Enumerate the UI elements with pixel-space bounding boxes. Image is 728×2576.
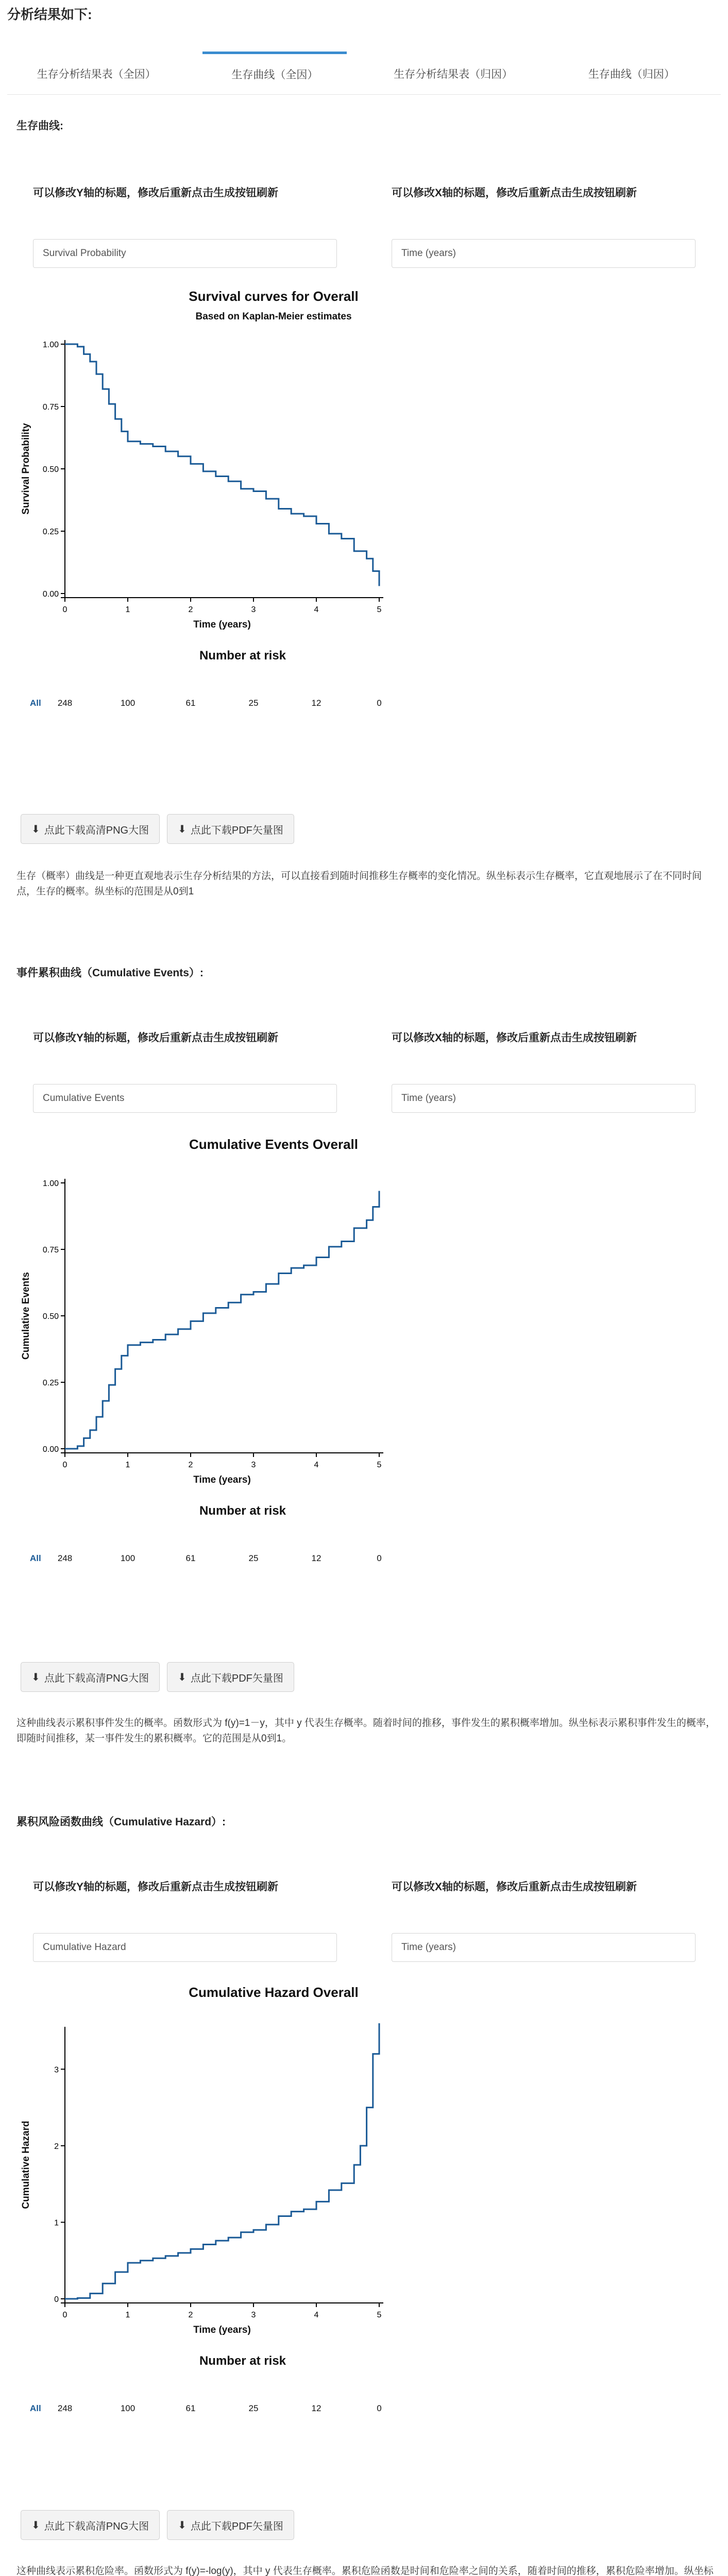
risk-value: 12	[311, 2403, 321, 2413]
events-pdf-button[interactable]	[167, 1662, 294, 1692]
download-icon: ⬇	[31, 1671, 40, 1683]
download-icon: ⬇	[31, 2519, 40, 2531]
risk-table-title: Number at risk	[199, 1504, 286, 1518]
pdf-button-label: 点此下载PDF矢量图	[190, 1672, 283, 1684]
survival-description: 生存（概率）曲线是一种更直观地表示生存分析结果的方法，可以直接看到随时间推移生存概率的变化情况。纵坐标表示生存概率，它直观地展示了在不同时间点，生存的概率。纵坐标的范围是从0到1	[16, 871, 702, 897]
events-chart-svg	[16, 1133, 413, 1613]
hazard-heading: 累积风险函数曲线（Cumulative Hazard）:	[16, 1816, 226, 1828]
risk-value: 100	[120, 2403, 136, 2413]
x-tick-label: 0	[62, 2311, 67, 2319]
survival-download-row	[21, 814, 294, 844]
risk-value: 12	[311, 1553, 321, 1563]
risk-value: 25	[248, 698, 259, 708]
risk-value: 25	[248, 1553, 259, 1563]
y-axis-label: Cumulative Hazard	[21, 2121, 31, 2209]
risk-value: 61	[185, 698, 196, 708]
chart-title: Survival curves for Overall	[189, 289, 359, 304]
download-icon: ⬇	[178, 1671, 187, 1683]
survival-curve-line	[65, 344, 379, 586]
result-tabs	[7, 52, 721, 95]
x-tick-label: 0	[62, 1461, 67, 1469]
y-tick-label: 0	[54, 2295, 59, 2304]
events-download-row	[21, 1662, 294, 1692]
events-png-button[interactable]	[21, 1662, 160, 1692]
survival-curve-line	[65, 1191, 379, 1449]
risk-value: 248	[57, 698, 73, 708]
risk-value: 100	[120, 698, 136, 708]
survival-curve-line	[65, 2023, 379, 2299]
pdf-button-label: 点此下载PDF矢量图	[190, 2520, 283, 2532]
events-xlabel-input[interactable]: Time (years)	[392, 1084, 696, 1113]
y-tick-label: 3	[54, 2065, 59, 2075]
pdf-button-label: 点此下载PDF矢量图	[190, 824, 283, 836]
x-tick-label: 2	[188, 2311, 193, 2319]
hazard-xlabel-input[interactable]: Time (years)	[392, 1933, 696, 1962]
x-tick-label: 1	[125, 1461, 130, 1469]
xlabel-prompt: 可以修改X轴的标题，修改后重新点击生成按钮刷新	[392, 1881, 637, 1893]
y-tick-label: 0.00	[42, 590, 59, 599]
y-tick-label: 0.50	[42, 1312, 59, 1321]
y-tick-label: 0.50	[42, 465, 59, 474]
x-tick-label: 3	[251, 605, 256, 614]
ylabel-prompt: 可以修改Y轴的标题，修改后重新点击生成按钮刷新	[33, 187, 279, 199]
risk-value: 12	[311, 698, 321, 708]
survival-heading: 生存曲线:	[16, 120, 63, 132]
risk-value: 248	[57, 1553, 73, 1563]
x-tick-label: 2	[188, 1461, 193, 1469]
survival-xlabel-input[interactable]: Time (years)	[392, 239, 696, 268]
x-tick-label: 5	[377, 1461, 382, 1469]
tab-survival-curve-all[interactable]: 生存曲线（全因）	[202, 52, 347, 94]
x-tick-label: 4	[314, 605, 319, 614]
x-tick-label: 4	[314, 1461, 319, 1469]
events-heading: 事件累积曲线（Cumulative Events）:	[16, 967, 204, 979]
risk-value: 0	[377, 698, 382, 708]
x-tick-label: 1	[125, 605, 130, 614]
y-tick-label: 2	[54, 2142, 59, 2151]
survival-png-button[interactable]	[21, 814, 160, 844]
download-icon: ⬇	[178, 823, 187, 835]
hazard-xlabel-group	[392, 1879, 696, 1953]
x-tick-label: 0	[62, 605, 67, 614]
survival-chart-svg	[16, 282, 413, 756]
y-tick-label: 1.00	[42, 1179, 59, 1188]
page-title: 分析结果如下:	[7, 7, 92, 22]
risk-value: 61	[185, 1553, 196, 1563]
risk-table-title: Number at risk	[199, 649, 286, 663]
tab-survival-table-all[interactable]: 生存分析结果表（全因）	[37, 69, 156, 80]
download-icon: ⬇	[31, 823, 40, 835]
tab-survival-curve-attributed[interactable]: 生存曲线（归因）	[588, 69, 675, 80]
events-ylabel-group	[33, 1030, 337, 1104]
y-tick-label: 0.25	[42, 528, 59, 536]
risk-value: 248	[57, 2403, 73, 2413]
y-tick-label: 0.00	[42, 1445, 59, 1454]
x-axis-label: Time (years)	[193, 2325, 251, 2335]
risk-strata-label: All	[30, 698, 41, 708]
png-button-label: 点此下载高清PNG大图	[44, 1672, 149, 1684]
tab-survival-table-attributed[interactable]: 生存分析结果表（归因）	[394, 69, 513, 80]
y-tick-label: 0.75	[42, 403, 59, 412]
ylabel-prompt: 可以修改Y轴的标题，修改后重新点击生成按钮刷新	[33, 1032, 279, 1044]
survival-chart	[16, 282, 413, 758]
x-axis-label: Time (years)	[193, 1475, 251, 1485]
ylabel-prompt: 可以修改Y轴的标题，修改后重新点击生成按钮刷新	[33, 1881, 279, 1893]
x-tick-label: 3	[251, 1461, 256, 1469]
hazard-chart	[16, 1981, 413, 2463]
x-axis-label: Time (years)	[193, 619, 251, 630]
y-axis-label: Cumulative Events	[21, 1272, 31, 1360]
events-xlabel-group	[392, 1030, 696, 1104]
hazard-pdf-button[interactable]	[167, 2510, 294, 2540]
hazard-download-row	[21, 2510, 294, 2540]
xlabel-prompt: 可以修改X轴的标题，修改后重新点击生成按钮刷新	[392, 1032, 637, 1044]
survival-ylabel-group	[33, 185, 337, 259]
x-tick-label: 3	[251, 2311, 256, 2319]
events-description: 这种曲线表示累积事件发生的概率。函数形式为 f(y)=1－y，其中 y 代表生存概率。随着时间的推移，事件发生的累积概率增加。纵坐标表示累积事件发生的概率，即随时间推移，某一事件发生的累积概率。它的范围是从0到1。	[16, 1718, 716, 1744]
y-axis-label: Survival Probability	[21, 423, 31, 515]
y-tick-label: 0.25	[42, 1379, 59, 1387]
chart-title: Cumulative Events Overall	[189, 1137, 359, 1152]
risk-value: 0	[377, 2403, 382, 2413]
survival-pdf-button[interactable]	[167, 814, 294, 844]
y-tick-label: 0.75	[42, 1246, 59, 1255]
png-button-label: 点此下载高清PNG大图	[44, 824, 149, 836]
events-chart	[16, 1133, 413, 1615]
y-tick-label: 1	[54, 2218, 59, 2228]
risk-table-title: Number at risk	[199, 2354, 286, 2368]
events-ylabel-input[interactable]: Cumulative Events	[33, 1084, 337, 1113]
risk-value: 25	[248, 2403, 259, 2413]
survival-ylabel-input[interactable]: Survival Probability	[33, 239, 337, 268]
risk-value: 61	[185, 2403, 196, 2413]
risk-value: 0	[377, 1553, 382, 1563]
survival-xlabel-group	[392, 185, 696, 259]
risk-strata-label: All	[30, 1553, 41, 1563]
x-tick-label: 4	[314, 2311, 319, 2319]
xlabel-prompt: 可以修改X轴的标题，修改后重新点击生成按钮刷新	[392, 187, 637, 199]
chart-title: Cumulative Hazard Overall	[189, 1985, 359, 2000]
hazard-ylabel-input[interactable]: Cumulative Hazard	[33, 1933, 337, 1962]
hazard-description: 这种曲线表示累积危险率。函数形式为 f(y)=-log(y)，其中 y 代表生存概率。累积危险函数是时间和危险率之间的关系，随着时间的推移，累积危险率增加。纵坐标	[16, 2566, 714, 2576]
hazard-png-button[interactable]	[21, 2510, 160, 2540]
x-tick-label: 2	[188, 605, 193, 614]
png-button-label: 点此下载高清PNG大图	[44, 2520, 149, 2532]
x-tick-label: 1	[125, 2311, 130, 2319]
download-icon: ⬇	[178, 2519, 187, 2531]
x-tick-label: 5	[377, 2311, 382, 2319]
chart-subtitle: Based on Kaplan-Meier estimates	[195, 311, 352, 322]
hazard-chart-svg	[16, 1981, 413, 2461]
hazard-ylabel-group	[33, 1879, 337, 1953]
risk-value: 100	[120, 1553, 136, 1563]
risk-strata-label: All	[30, 2403, 41, 2413]
x-tick-label: 5	[377, 605, 382, 614]
y-tick-label: 1.00	[42, 341, 59, 349]
